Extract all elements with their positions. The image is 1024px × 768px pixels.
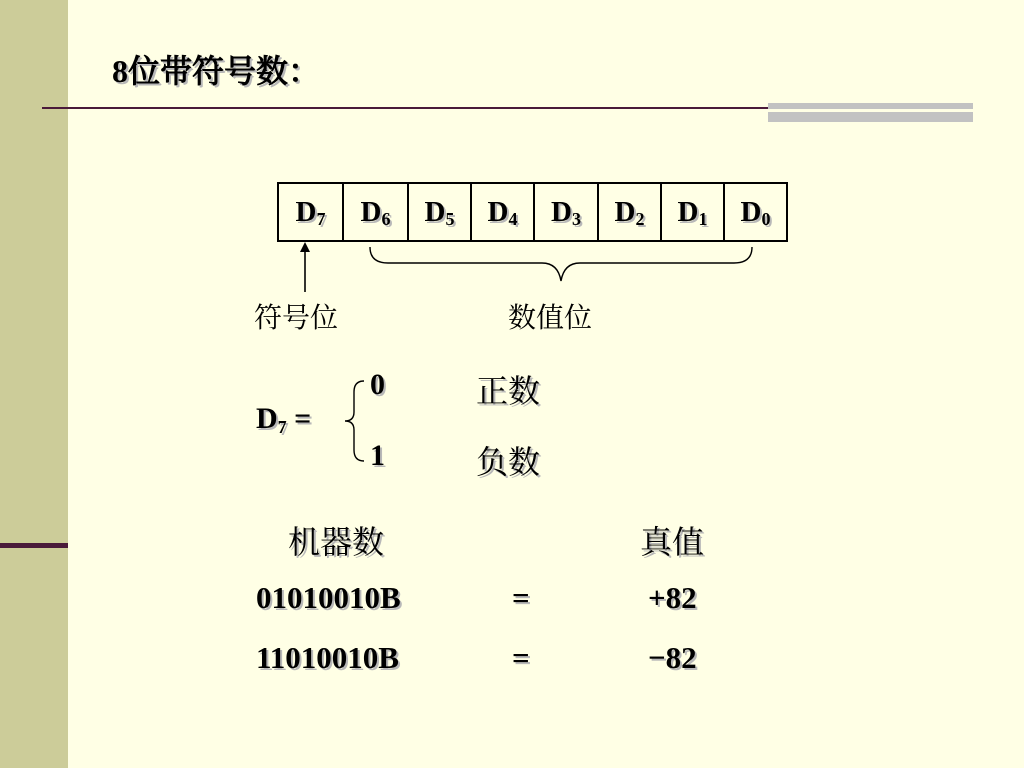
d7-equation-lhs: $D_7$ = xyxy=(256,402,312,437)
d7-case-1-bit: 1 xyxy=(370,439,385,472)
value-bits-label: 数值位 xyxy=(508,301,593,334)
page-title: 8位带符号数： xyxy=(112,53,321,89)
d7-case-1-meaning: 负数 xyxy=(476,443,541,481)
example-0-true-value: +82 xyxy=(648,580,697,615)
bit-register-row xyxy=(278,183,787,241)
bit-cell-d5: $D_5$ xyxy=(408,183,471,241)
bit-cell-d1: $D_1$ xyxy=(661,183,724,241)
bit-cell-d7: $D_7$ xyxy=(278,183,343,241)
left-decorative-band xyxy=(0,0,68,768)
example-1-true-value: −82 xyxy=(648,640,697,675)
bit-register-table xyxy=(277,182,788,242)
value-bits-brace-icon xyxy=(366,243,756,285)
machine-number-header: 机器数 xyxy=(288,523,385,561)
sign-bit-arrow-icon xyxy=(292,242,320,294)
left-band-accent-line xyxy=(0,543,68,548)
bit-cell-d0: $D_0$ xyxy=(724,183,787,241)
d7-case-0-meaning: 正数 xyxy=(476,372,541,410)
bit-cell-d6: $D_6$ xyxy=(343,183,408,241)
example-0-machine-number: 01010010B xyxy=(256,580,401,615)
true-value-header: 真值 xyxy=(640,523,705,561)
example-1-machine-number: 11010010B xyxy=(256,640,399,675)
example-1-equals: = xyxy=(512,640,530,675)
d7-cases-brace-icon xyxy=(340,378,370,464)
bit-cell-d2: $D_2$ xyxy=(598,183,661,241)
d7-case-0-bit: 0 xyxy=(370,368,385,401)
decorative-gray-bar xyxy=(768,103,973,122)
bit-cell-d4: $D_4$ xyxy=(471,183,534,241)
example-0-equals: = xyxy=(512,580,530,615)
sign-bit-label: 符号位 xyxy=(254,301,339,334)
bit-cell-d3: $D_3$ xyxy=(534,183,598,241)
